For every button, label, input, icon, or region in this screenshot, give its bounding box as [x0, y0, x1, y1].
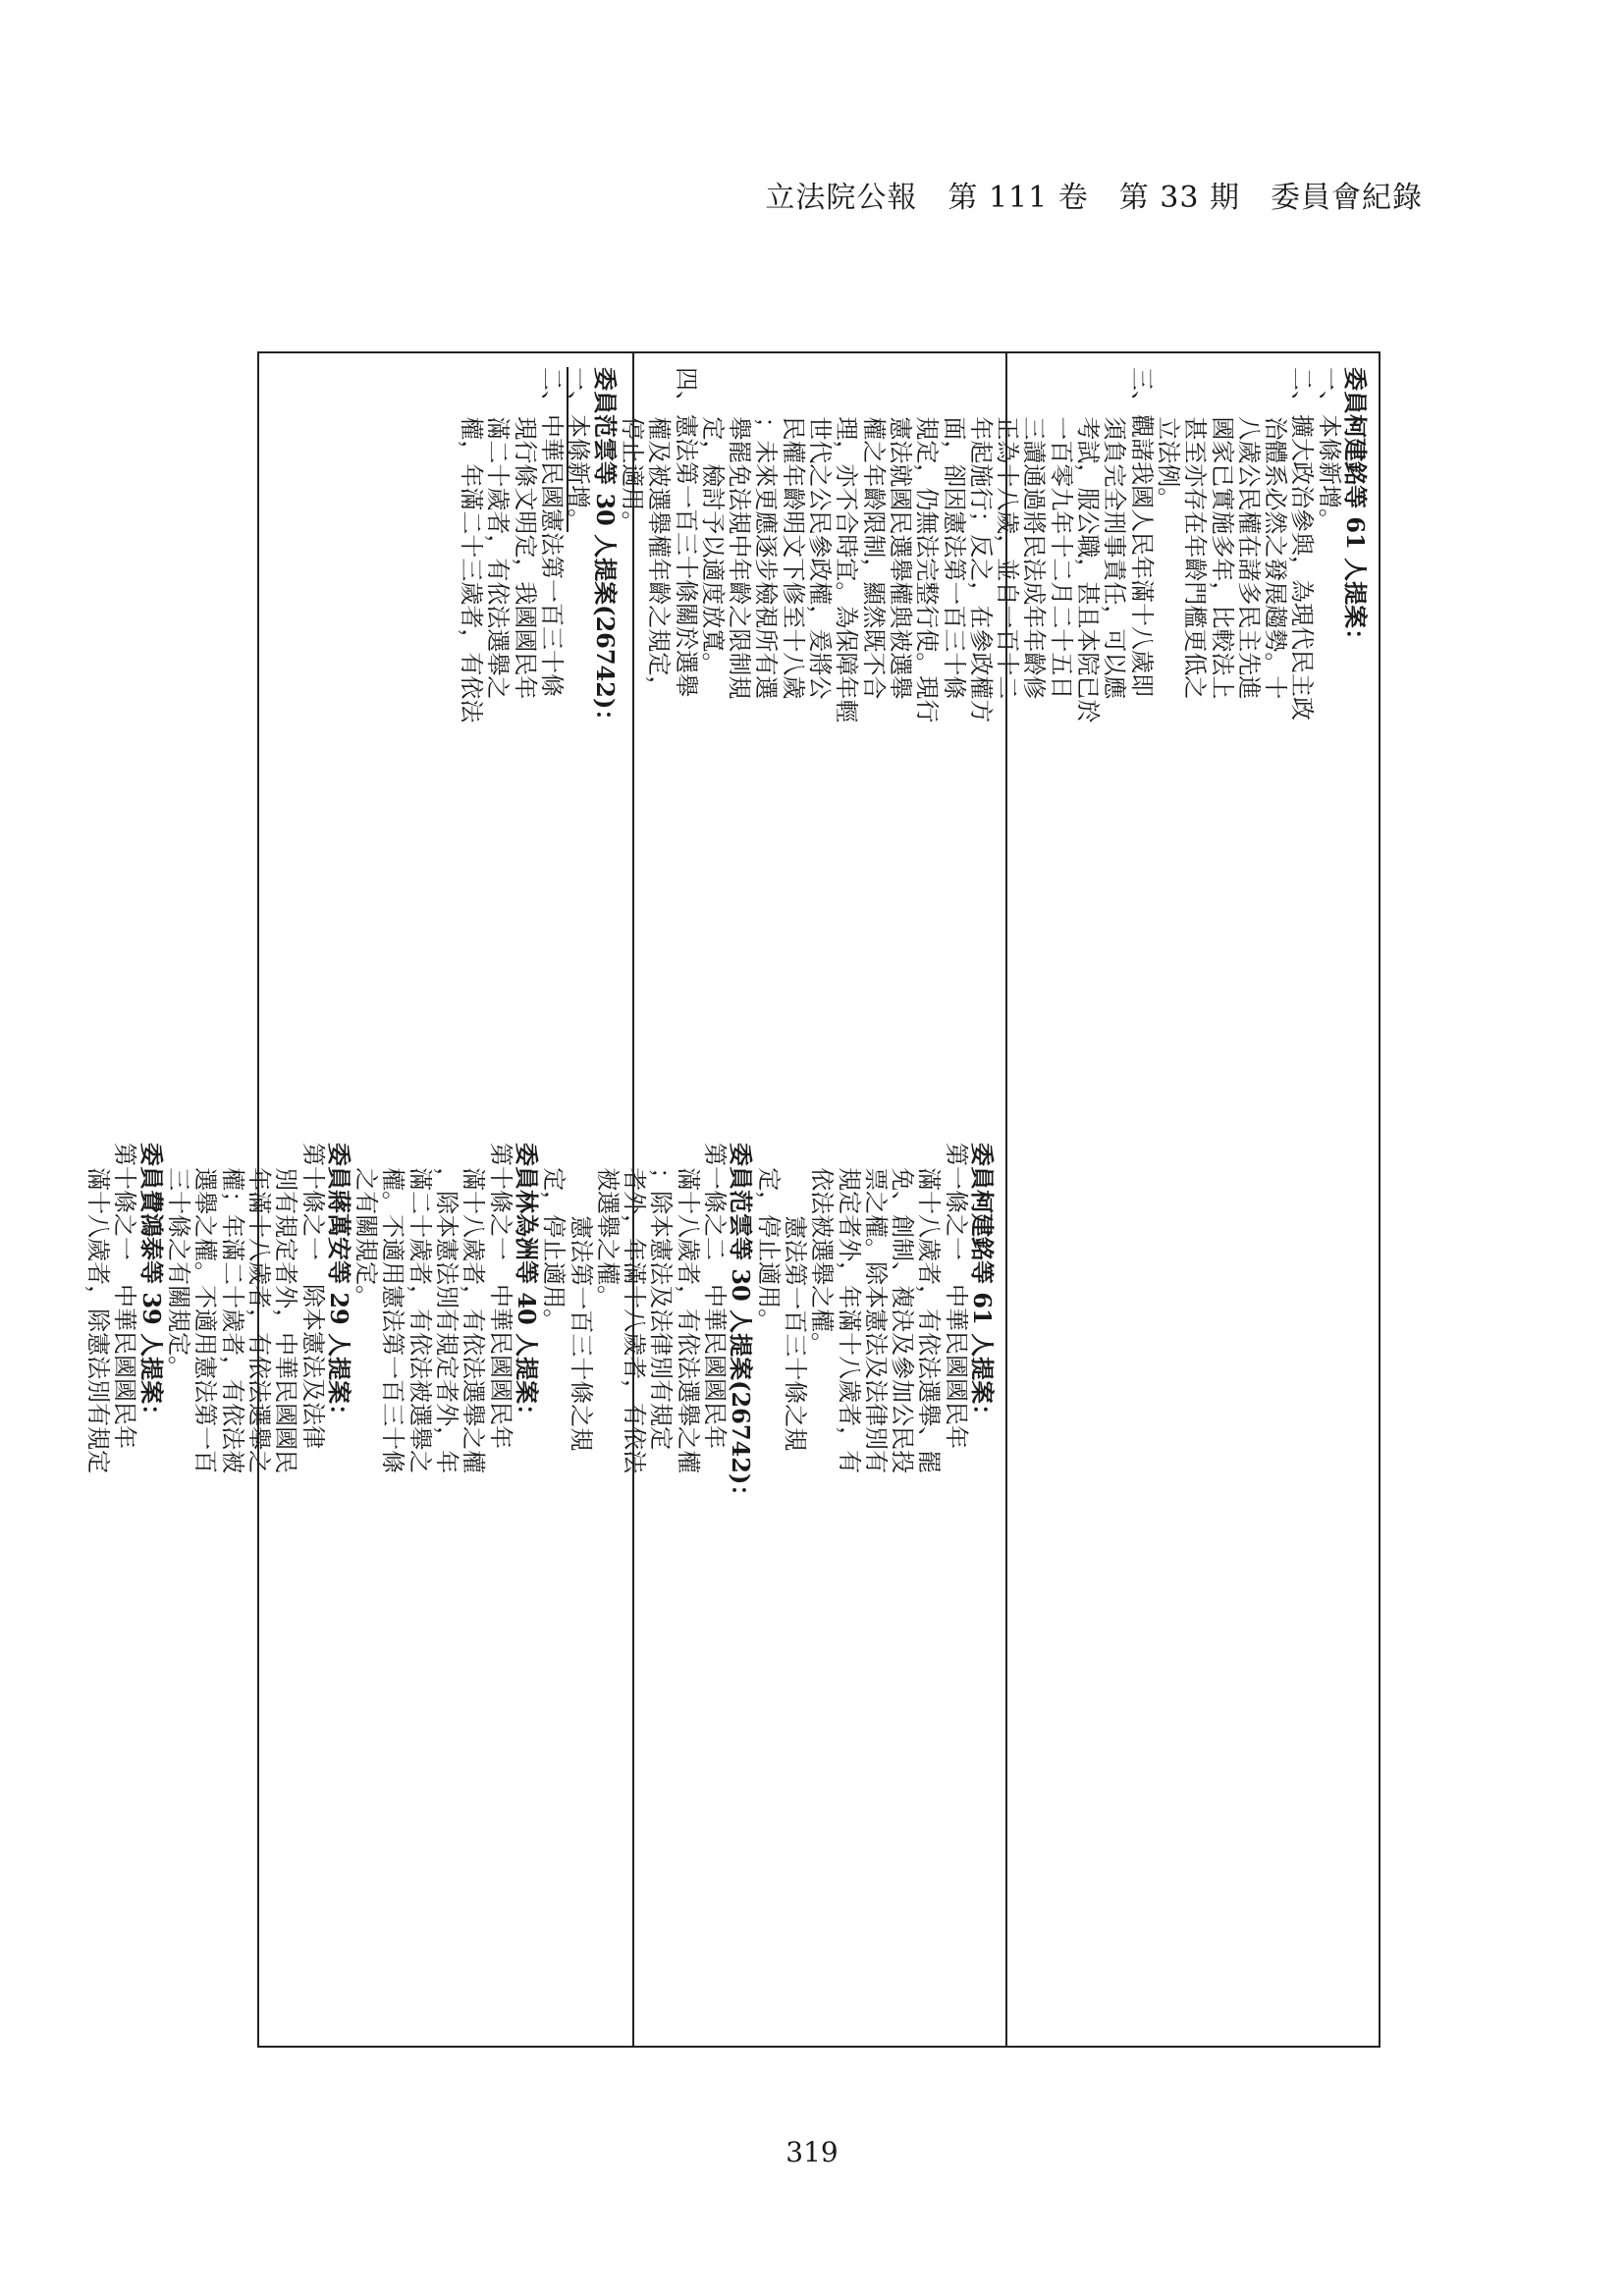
gazette-header: 立法院公報 第 111 卷 第 33 期 委員會紀錄 [765, 181, 1423, 215]
text-line: 考試，服公職，甚且本院已於 [1074, 416, 1103, 723]
text-line: 被選舉之權。 [593, 1167, 622, 1309]
text-line: 權之年齡限制，顯然既不合 [859, 416, 888, 700]
text-line: 憲法第一百三十條之規 [781, 1215, 809, 1452]
text-line: 一、本條新增。 [1315, 367, 1343, 532]
text-line: 一、本條新增。 [565, 367, 593, 532]
text-line: 一百零九年十二月二十五日 [1047, 416, 1075, 700]
text-line: 須負完全刑事責任，可以應 [1101, 416, 1129, 700]
text-line: 滿十八歲者，除憲法別有規定 [84, 1167, 113, 1474]
text-line: 立法例。 [1154, 416, 1182, 511]
comparison-table [84, 351, 1380, 2048]
text-line: 滿十八歲者，有依法選舉之權 [674, 1167, 702, 1474]
text-line: 三、觀諸我國人民年滿十八歲即 [1127, 367, 1156, 697]
text-line: 第十條之一 中華民國國民年 [486, 1143, 514, 1449]
text-line: 權，年滿二十三歲者，有依法 [458, 416, 486, 723]
text-line: 三十條之有關規定。 [165, 1167, 193, 1380]
text-line: 滿二十歲者，有依法選舉之 [484, 416, 513, 700]
text-line: 定，檢討予以適度放寬。 [698, 416, 727, 676]
text-line: 停止適用。 [618, 416, 646, 535]
text-line: 免、創制、複決及參加公民投 [889, 1167, 917, 1474]
text-line: ；除本憲法及法律別有規定 [647, 1167, 676, 1451]
proposer-heading: 委員柯建銘等 61 人提案： [1341, 367, 1370, 653]
text-line: 理，亦不合時宜。為保障年輕 [833, 416, 861, 723]
text-line: ，除本憲法別有規定者外，年 [433, 1167, 461, 1474]
comparison-table-wrapper [84, 351, 1380, 2048]
text-line: 世代之公民參政權，爰將公 [806, 416, 835, 700]
text-line: 現行條文明定，我國國民年 [511, 416, 539, 700]
text-line: 權及被選舉權年齡之規定， [645, 416, 674, 700]
text-line: 年起施行；反之，在參政權方 [966, 416, 995, 723]
proposer-heading: 委員范雲等 30 人提案(26742)： [727, 1143, 756, 1509]
text-line: 第十條之一 除本憲法及法律 [298, 1143, 327, 1449]
text-line: 別有規定者外，中華民國國民 [272, 1167, 300, 1474]
text-line: 權。不適用憲法第一百三十條 [379, 1167, 407, 1474]
text-line: 甚至亦存在年齡門檻更低之 [1181, 416, 1210, 700]
text-line: 民權年齡明文下修至十八歲 [779, 416, 807, 700]
text-line: 憲法就國民選舉權與被選舉 [886, 416, 914, 700]
text-line: 權；年滿二十歲者，有依法被 [218, 1167, 246, 1474]
text-line: 正為十八歲，並自一百十二 [994, 416, 1022, 700]
proposer-heading: 委員費鴻泰等 39 人提案： [136, 1143, 166, 1428]
text-line: 二、中華民國憲法第一百三十條 [538, 367, 567, 697]
text-line: 八歲公民權在諸多民主先進 [1234, 416, 1263, 700]
text-line: 依法被選舉之權。 [808, 1167, 837, 1357]
current-provision-column [259, 353, 632, 2046]
text-line: 定，停止適用。 [754, 1167, 783, 1333]
proposer-heading: 委員林為洲等 40 人提案： [512, 1143, 541, 1428]
text-line: 年滿十八歲者，有依法選舉之 [244, 1167, 273, 1474]
text-line: 國家已實施多年，比較法上 [1208, 416, 1236, 700]
proposer-heading: 委員柯建銘等 61 人提案： [968, 1143, 997, 1428]
proposer-heading: 委員蔣萬安等 29 人提案： [324, 1143, 353, 1428]
text-line: 二、擴大政治參與，為現代民主政 [1288, 367, 1317, 721]
text-line: 票之權。除本憲法及法律別有 [861, 1167, 890, 1474]
text-line: 第一條之二 中華民國國民年 [701, 1143, 730, 1449]
text-line: 規定，仍無法完整行使。現行 [913, 416, 942, 723]
text-line: 滿二十歲者，有依法被選舉之 [406, 1167, 434, 1474]
text-line: 第十條之一 中華民國國民年 [111, 1143, 139, 1449]
text-line: 治體系必然之發展趨勢。十 [1262, 416, 1290, 700]
text-line: 定，停止適用。 [540, 1167, 568, 1333]
text-line: 憲法第一百三十條之規 [567, 1215, 595, 1452]
text-line: 面，卻因憲法第一百三十條 [940, 416, 968, 700]
text-line: 三讀通過將民法成年年齡修 [1020, 416, 1049, 700]
text-line: 者外，年滿十八歲者，有依法 [621, 1167, 649, 1474]
text-line: 之有關規定。 [352, 1167, 381, 1309]
text-line: 滿十八歲者，有依法選舉之權 [460, 1167, 488, 1474]
text-line: ；未來更應逐步檢視所有選 [752, 416, 781, 700]
text-line: 滿十八歲者，有依法選舉、罷 [915, 1167, 944, 1474]
page-number: 319 [785, 2136, 839, 2168]
text-line: 選舉之權。不適用憲法第一百 [191, 1167, 220, 1474]
text-line: 第一條之一 中華民國國民年 [942, 1143, 970, 1449]
proposer-heading: 委員范雲等 30 人提案(26742)： [590, 367, 620, 733]
text-line: 舉罷免法規中年齡之限制規 [726, 416, 754, 700]
text-line: 規定者外，年滿十八歲者，有 [835, 1167, 863, 1474]
text-line: 四、憲法第一百三十條關於選舉 [672, 367, 700, 697]
